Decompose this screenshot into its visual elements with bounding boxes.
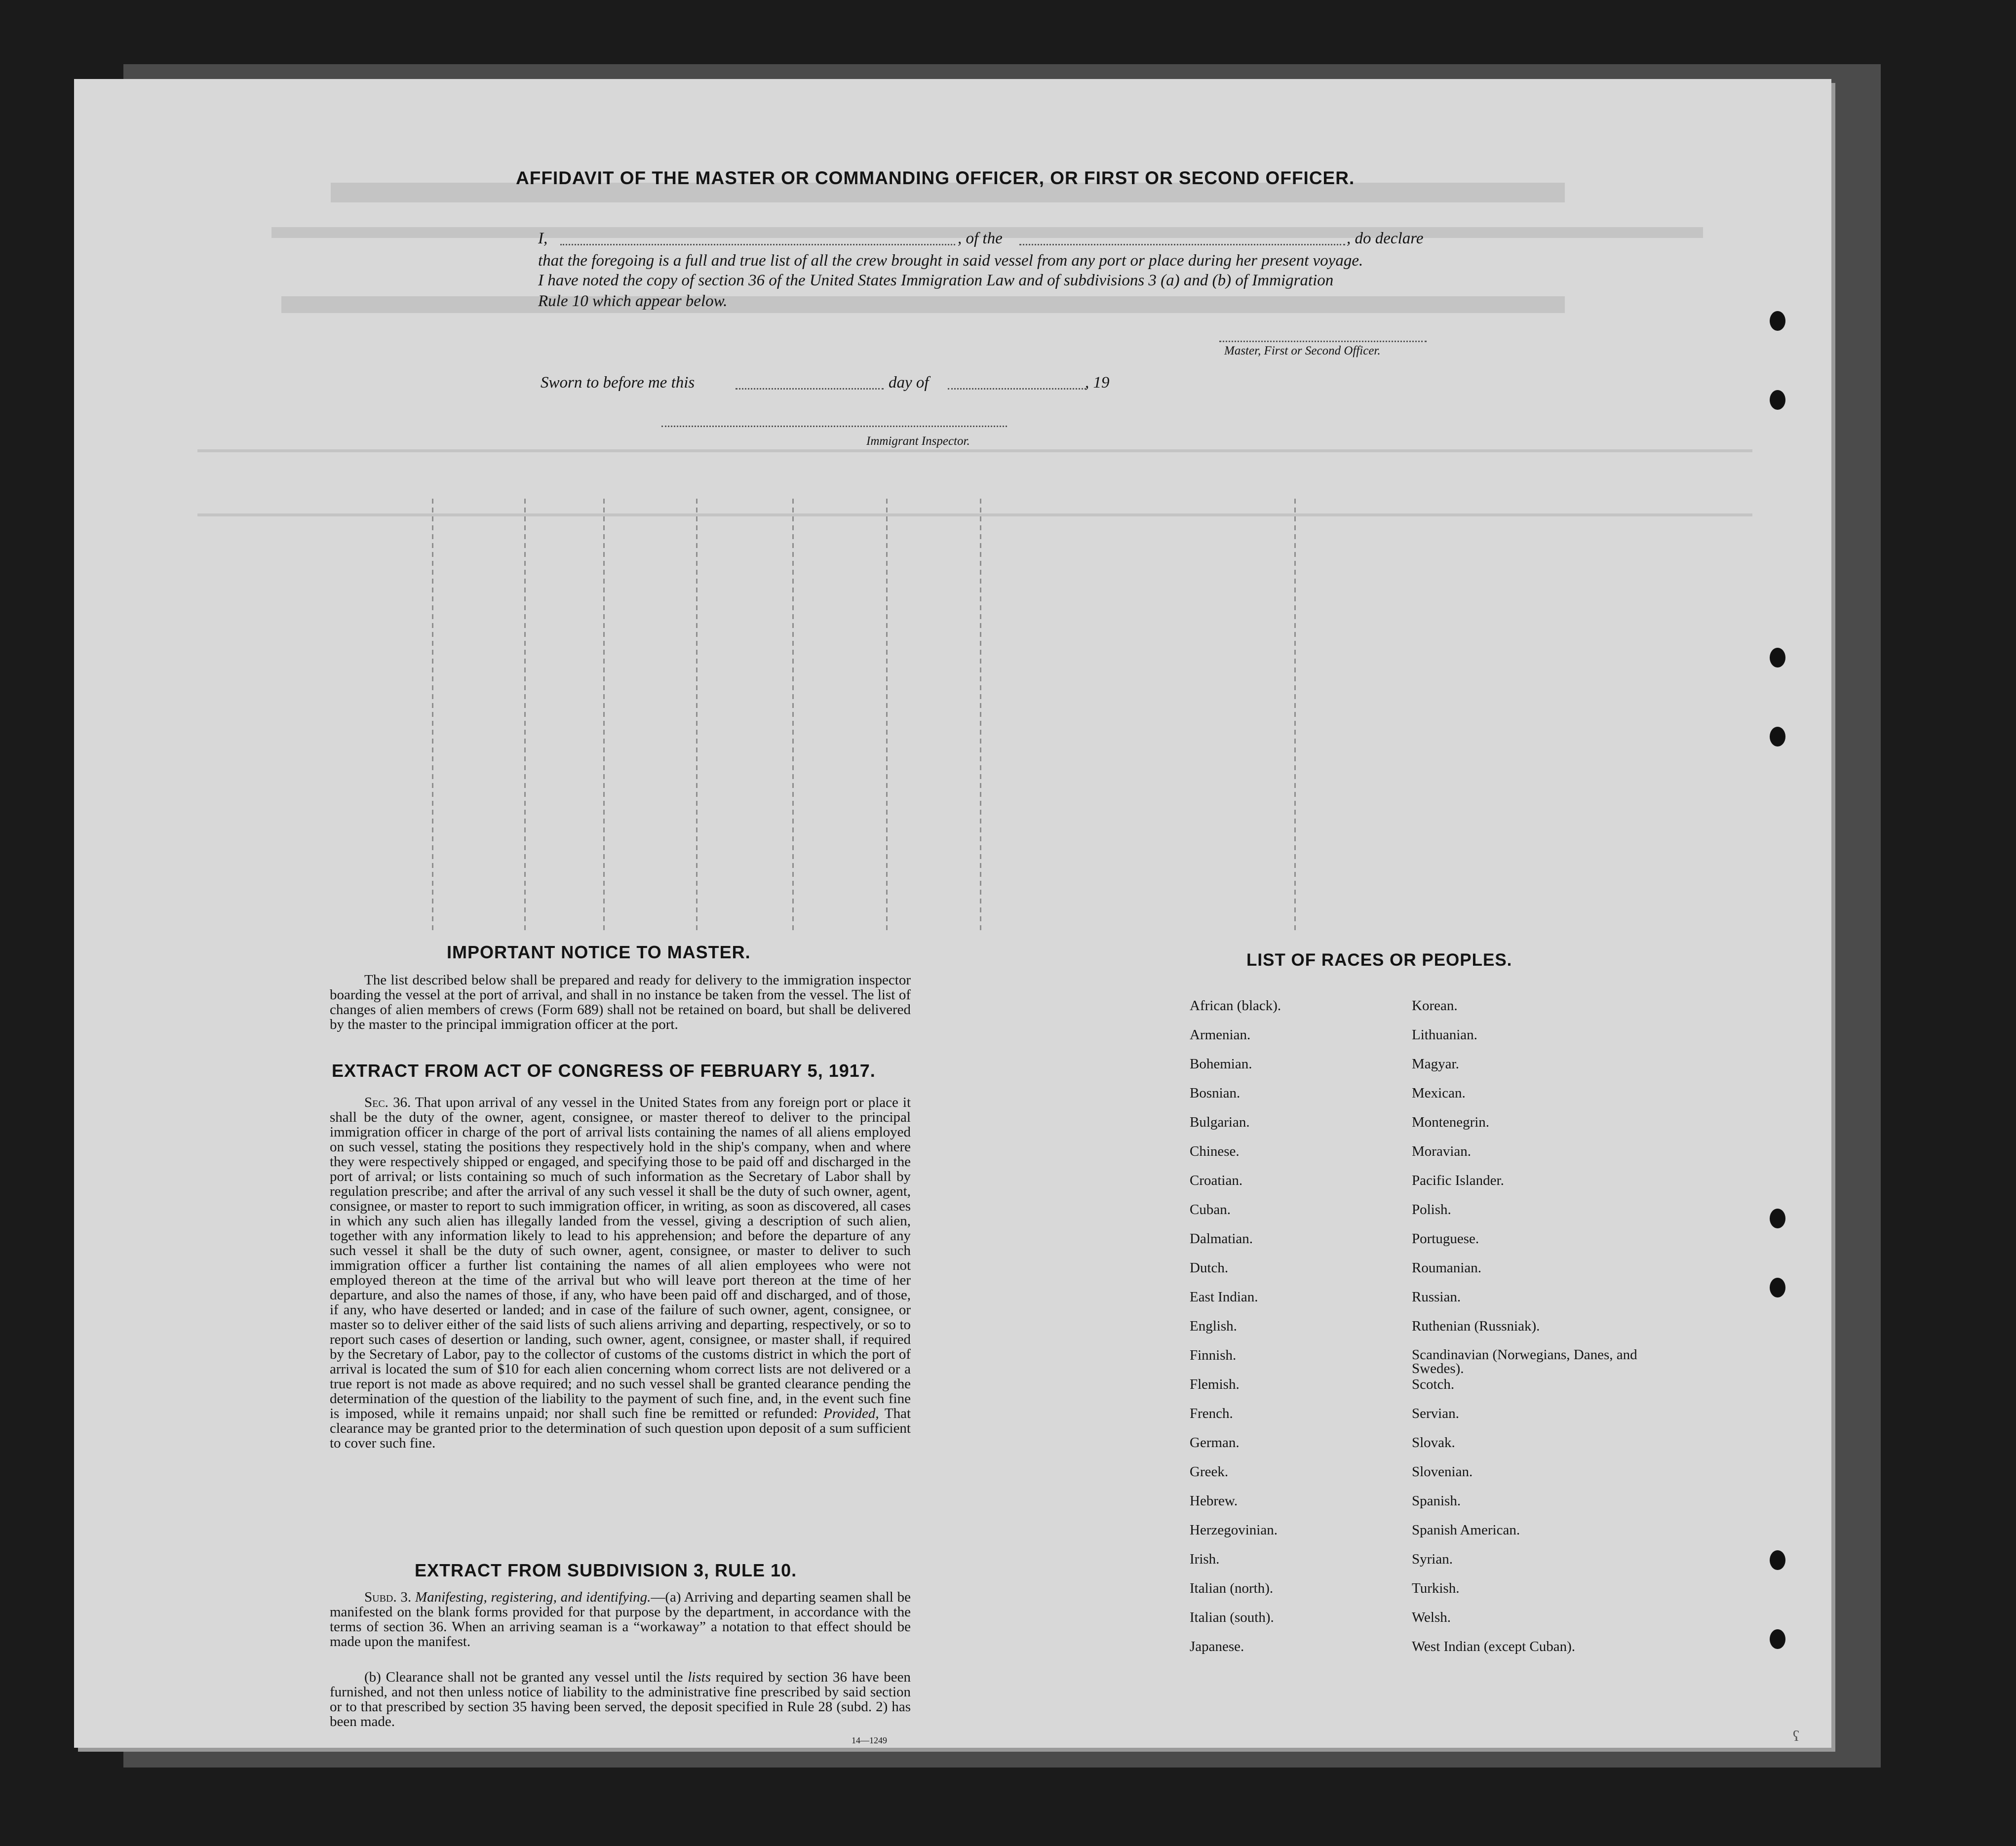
rule-para-b-lists: lists [688, 1669, 711, 1685]
affidavit-line-2: that the foregoing is a full and true list of all the crew brought in said vessel from any port or place during her present voyage. [538, 252, 1363, 270]
race-item: Lithuanian. [1412, 1027, 1477, 1043]
race-item: Spanish American. [1412, 1522, 1520, 1538]
sworn-day-blank [736, 388, 884, 390]
race-item: Italian (south). [1190, 1610, 1274, 1625]
column-ruling [792, 499, 794, 933]
race-item: Croatian. [1190, 1173, 1243, 1188]
affidavit-i-label: I, [538, 230, 548, 247]
inspector-signature-line [661, 426, 1007, 427]
vessel-blank [1019, 244, 1345, 245]
race-item: Turkish. [1412, 1580, 1460, 1596]
bleed-through-band [281, 296, 1565, 313]
race-item: Portuguese. [1412, 1231, 1479, 1247]
month-blank [948, 388, 1086, 390]
race-item: Finnish. [1190, 1347, 1237, 1363]
race-item: Pacific Islander. [1412, 1173, 1504, 1188]
rule-para-b-rest: required by section 36 have been furnished, and not then unless notice of liability to the administrative fine prescribed by said section or to that prescribed by section 35 having been served, the deposit specified in Rule 28 (subd. 2) has been made. [330, 1669, 911, 1729]
act-body-end: That clearance may be granted prior to the determination of such question upon deposit of a sum sufficient to cover such fine. [330, 1406, 911, 1451]
year-label: , 19 [1085, 374, 1110, 392]
race-item: French. [1190, 1406, 1233, 1421]
race-item: Welsh. [1412, 1610, 1451, 1625]
column-ruling [524, 499, 526, 933]
day-of-label: day of [889, 374, 929, 392]
race-item: Herzegovinian. [1190, 1522, 1278, 1538]
affidavit-line-3: I have noted the copy of section 36 of the United States Immigration Law and of subdivisions 3 (a) and (b) of Immigration [538, 272, 1334, 289]
race-item: Irish. [1190, 1551, 1220, 1567]
race-item: Syrian. [1412, 1551, 1453, 1567]
sworn-label: Sworn to before me this [541, 374, 695, 392]
act-sec-label: Sec. 36. [364, 1095, 411, 1110]
binder-hole [1770, 390, 1785, 410]
notice-body: The list described below shall be prepared and ready for delivery to the immigration inspector boarding the vessel at the port of arrival, and shall in no instance be taken from the vessel. The list of changes of alien members of crews (Form 689) shall not be retained on board, but shall be delivered by the master to the principal immigration officer at the port. [330, 972, 911, 1032]
race-item: Dalmatian. [1190, 1231, 1253, 1247]
race-item: Korean. [1412, 998, 1458, 1014]
binder-hole [1770, 1629, 1785, 1649]
race-item: Polish. [1412, 1202, 1451, 1218]
race-item: Magyar. [1412, 1056, 1459, 1072]
rule-para-b-lead: (b) Clearance shall not be granted any vessel until the [364, 1669, 683, 1685]
race-item: Japanese. [1190, 1639, 1244, 1654]
races-list-left [1190, 998, 1281, 1668]
race-item: Spanish. [1412, 1493, 1461, 1509]
race-item: Moravian. [1412, 1143, 1471, 1159]
name-blank [560, 244, 955, 245]
column-ruling [886, 499, 888, 933]
race-item: Slovak. [1412, 1435, 1455, 1451]
column-ruling [1294, 499, 1296, 933]
race-item: Mexican. [1412, 1085, 1466, 1101]
affidavit-declare-label: , do declare [1347, 230, 1424, 247]
race-item: Bosnian. [1190, 1085, 1241, 1101]
race-item: Bulgarian. [1190, 1114, 1250, 1130]
rule-subd-label: Subd. 3. [364, 1589, 412, 1605]
affidavit-line-4: Rule 10 which appear below. [538, 292, 728, 310]
race-item: English. [1190, 1318, 1237, 1334]
race-item: East Indian. [1190, 1289, 1258, 1305]
race-item: Russian. [1412, 1289, 1461, 1305]
master-signature-label: Master, First or Second Officer. [1224, 344, 1381, 357]
binder-hole [1770, 311, 1785, 331]
race-item: African (black). [1190, 998, 1281, 1014]
act-text [330, 1095, 911, 1451]
binder-hole [1770, 1550, 1785, 1570]
pencil-mark: ʕ [1793, 1728, 1800, 1744]
race-item: Bohemian. [1190, 1056, 1252, 1072]
rule-para-b [330, 1670, 911, 1729]
notice-text [330, 973, 911, 1032]
affidavit-of-the-label: , of the [958, 230, 1003, 247]
race-item: West Indian (except Cuban). [1412, 1639, 1576, 1654]
race-item: Roumanian. [1412, 1260, 1481, 1276]
column-ruling [696, 499, 698, 933]
race-item: Flemish. [1190, 1376, 1240, 1392]
column-ruling [603, 499, 605, 933]
race-item: Italian (north). [1190, 1580, 1274, 1596]
race-item: Montenegrin. [1412, 1114, 1490, 1130]
inspector-signature-label: Immigrant Inspector. [866, 434, 970, 448]
rule-para-a-body: —(a) Arriving and departing seamen shall be manifested on the blank forms provided for that purpose by the department, in accordance with the terms of section 36. When an arriving seaman is a “workaway” a notation to that effect should be made upon the manifest. [330, 1589, 911, 1650]
column-ruling [980, 499, 981, 933]
act-body: That upon arrival of any vessel in the United States from any foreign port or place it shall be the duty of the owner, agent, consignee, or master thereof to deliver to the principal immigration officer in charge of the port of arrival lists containing the names of all aliens employed on such vessel, stating the positions they respectively hold in the ship's company, when and where they were respectively shipped or engaged, and specifying those to be paid off and discharged in the port of arrival; or lists containing so much of such information as the Secretary of Labor shall by regulation prescribe; and after the arrival of any such vessel it shall be the duty of such owner, agent, consignee, or master to report to such immigration officer, in writing, as soon as discovered, all cases in which any such alien has illegally landed from the vessel, giving a description of such alien, together with any information likely to lead to his apprehension; and before the departure of any such vessel it shall be the duty of such owner, agent, consignee, or master to deliver to such immigration officer a further list containing the names of all alien employees who were not employed thereon at the time of the arrival but who will leave port thereon at the time of her departure, and also the names of those, if any, who have been paid off and discharged, and of those, if any, who have deserted or landed; and in case of the failure of such owner, agent, consignee, or master so to deliver either of the said lists of such aliens arriving and departing, respectively, or so to report such cases of desertion or landing, such owner, agent, consignee, or master shall, if required by the Secretary of Labor, pay to the collector of customs of the customs district in which the port of arrival is located the sum of $10 for each alien concerning whom correct lists are not delivered or a true report is not made as above required; and no such vessel shall be granted clearance pending the determination of the question of the liability to the payment of such fine, and, in the event such fine is imposed, while it remains unpaid; nor shall such fine be remitted or refunded: [330, 1095, 911, 1421]
race-item: Hebrew. [1190, 1493, 1238, 1509]
race-item: Greek. [1190, 1464, 1229, 1480]
affidavit-title: AFFIDAVIT OF THE MASTER OR COMMANDING OFFICER, OR FIRST OR SECOND OFFICER. [516, 168, 1355, 188]
binder-hole [1770, 1209, 1785, 1228]
race-item: Dutch. [1190, 1260, 1229, 1276]
form-number: 14—1249 [852, 1735, 887, 1745]
notice-heading: IMPORTANT NOTICE TO MASTER. [447, 942, 751, 962]
bleed-through-band [197, 513, 1752, 516]
bleed-through-band [197, 449, 1752, 452]
binder-hole [1770, 1278, 1785, 1297]
race-item: Armenian. [1190, 1027, 1251, 1043]
race-item: Scotch. [1412, 1376, 1455, 1392]
binder-hole [1770, 727, 1785, 746]
race-item: Servian. [1412, 1406, 1459, 1421]
race-item: Chinese. [1190, 1143, 1240, 1159]
act-provided-label: Provided, [823, 1406, 879, 1421]
races-heading: LIST OF RACES OR PEOPLES. [1246, 950, 1512, 970]
rule-subd-title: Manifesting, registering, and identifying. [415, 1589, 651, 1605]
race-item: Cuban. [1190, 1202, 1231, 1218]
races-list-right [1412, 998, 1644, 1668]
master-signature-line [1219, 341, 1427, 342]
act-heading: EXTRACT FROM ACT OF CONGRESS OF FEBRUARY 5, 1917. [332, 1060, 876, 1081]
rule-heading: EXTRACT FROM SUBDIVISION 3, RULE 10. [415, 1560, 797, 1580]
column-ruling [432, 499, 433, 933]
race-item: German. [1190, 1435, 1240, 1451]
binder-hole [1770, 648, 1785, 668]
race-item: Scandinavian (Norwegians, Danes, and Swedes). [1412, 1347, 1637, 1376]
race-item: Ruthenian (Russniak). [1412, 1318, 1540, 1334]
rule-para-a [330, 1590, 911, 1649]
race-item: Slovenian. [1412, 1464, 1473, 1480]
